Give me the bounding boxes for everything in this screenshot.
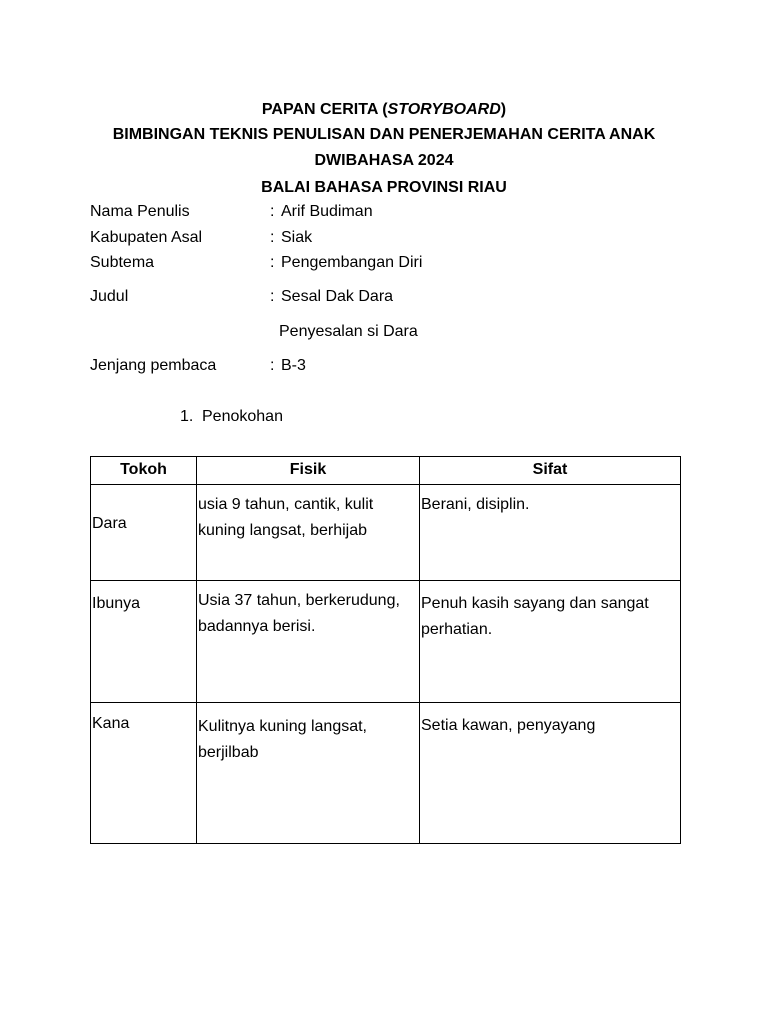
meta-kabupaten-value: Siak bbox=[281, 229, 313, 246]
meta-separator: : bbox=[270, 203, 275, 220]
document-title bbox=[0, 100, 768, 120]
meta-subtema-label: Subtema bbox=[90, 254, 155, 271]
cell-fisik-text: Usia 37 tahun, berkerudung, badannya berisi. bbox=[198, 592, 400, 635]
table-header-row bbox=[91, 457, 681, 485]
meta-separator: : bbox=[270, 357, 275, 374]
cell-fisik-text: usia 9 tahun, cantik, kulit kuning langsat, berhijab bbox=[198, 496, 374, 539]
column-header-fisik: Fisik bbox=[197, 457, 420, 485]
section-number: 1. bbox=[180, 408, 194, 425]
meta-subtema-value: Pengembangan Diri bbox=[281, 254, 423, 271]
cell-sifat-text: Setia kawan, penyayang bbox=[421, 717, 596, 734]
document-subtitle-year: DWIBAHASA 2024 bbox=[314, 152, 454, 169]
title-italic: STORYBOARD bbox=[387, 101, 501, 118]
character-table bbox=[90, 456, 681, 844]
document-institution: BALAI BAHASA PROVINSI RIAU bbox=[261, 179, 507, 196]
meta-judul-label: Judul bbox=[90, 288, 129, 305]
cell-fisik bbox=[197, 485, 420, 581]
title-suffix: ) bbox=[500, 101, 507, 118]
table-row bbox=[91, 485, 681, 581]
meta-separator: : bbox=[270, 229, 275, 246]
document-subtitle: BIMBINGAN TEKNIS PENULISAN DAN PENERJEMAHAN CERITA ANAK bbox=[112, 126, 656, 143]
cell-tokoh bbox=[91, 485, 197, 581]
meta-nama-penulis-value: Arif Budiman bbox=[281, 203, 373, 220]
column-header-tokoh: Tokoh bbox=[91, 457, 197, 485]
section-heading: Penokohan bbox=[202, 408, 283, 425]
title-prefix: PAPAN CERITA ( bbox=[261, 101, 388, 118]
meta-separator: : bbox=[270, 288, 275, 305]
meta-separator: : bbox=[270, 254, 275, 271]
cell-sifat bbox=[420, 581, 681, 703]
cell-sifat-text: Berani, disiplin. bbox=[421, 496, 530, 513]
cell-fisik-text: Kulitnya kuning langsat, berjilbab bbox=[198, 718, 367, 761]
cell-tokoh bbox=[91, 703, 197, 844]
meta-judul-translation: Penyesalan si Dara bbox=[279, 323, 418, 340]
cell-tokoh-text: Kana bbox=[92, 715, 130, 732]
meta-judul-value: Sesal Dak Dara bbox=[281, 288, 394, 305]
meta-nama-penulis-label: Nama Penulis bbox=[90, 203, 190, 220]
cell-tokoh-text: Ibunya bbox=[92, 595, 141, 612]
cell-fisik bbox=[197, 581, 420, 703]
table-row bbox=[91, 581, 681, 703]
table-row bbox=[91, 703, 681, 844]
meta-jenjang-value: B-3 bbox=[281, 357, 306, 374]
meta-kabupaten-label: Kabupaten Asal bbox=[90, 229, 203, 246]
cell-sifat bbox=[420, 485, 681, 581]
column-header-sifat: Sifat bbox=[420, 457, 681, 485]
cell-sifat-text: Penuh kasih sayang dan sangat perhatian. bbox=[421, 595, 649, 638]
cell-sifat bbox=[420, 703, 681, 844]
meta-jenjang-label: Jenjang pembaca bbox=[90, 357, 217, 374]
cell-tokoh-text: Dara bbox=[92, 515, 127, 532]
cell-tokoh bbox=[91, 581, 197, 703]
cell-fisik bbox=[197, 703, 420, 844]
